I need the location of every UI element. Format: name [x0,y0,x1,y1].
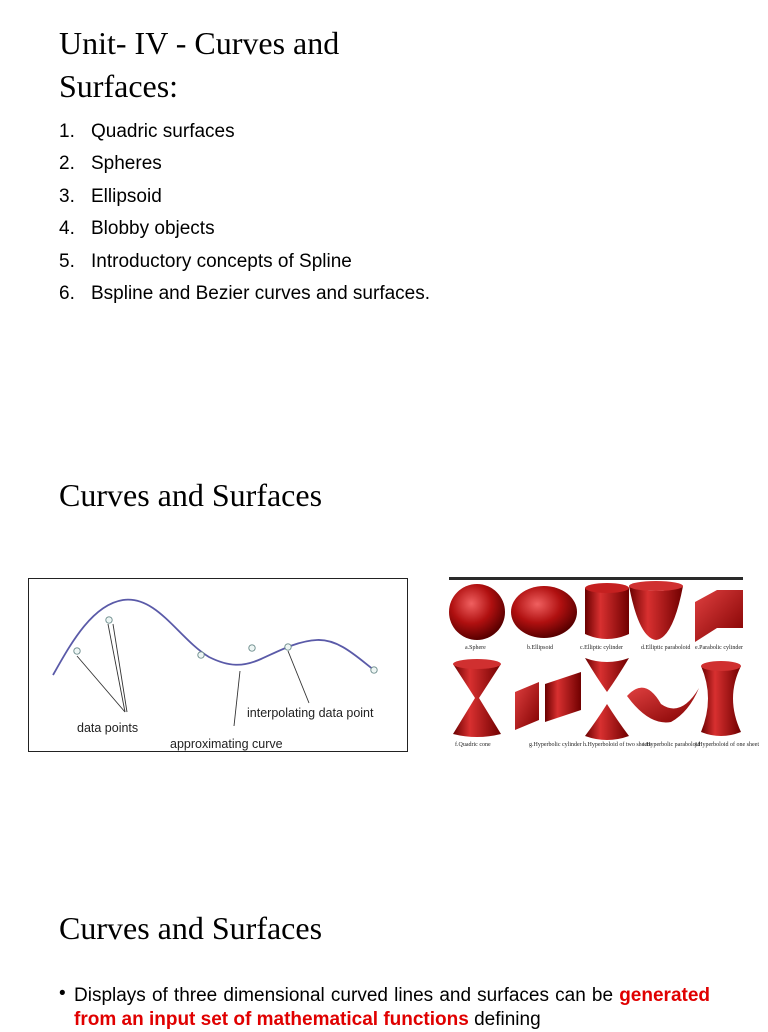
list-item [59,213,430,245]
slide-2-title: Curves and Surfaces [59,477,323,513]
list-label: Introductory concepts of Spline [91,250,352,272]
hyperbolic-paraboloid-shape [627,688,699,723]
list-number: 6. [59,282,75,304]
pointer-line [113,624,127,712]
data-point [74,648,80,654]
elliptic-paraboloid-shape [629,586,683,640]
quadric-cone-shape [453,664,501,737]
spline-figure [28,578,408,752]
caption-sphere: a.Sphere [465,645,486,651]
list-number: 5. [59,250,75,272]
approximating-curve [53,600,374,675]
hyperbolic-cylinder-shape-a [515,682,539,730]
list-label: Ellipsoid [91,185,162,207]
list-label: Bspline and Bezier curves and surfaces. [91,282,431,304]
caption-quadric-cone: f.Quadric cone [455,742,491,748]
quadric-surfaces-figure [449,577,759,753]
caption-hyperboloid-two-sheets: h.Hyperboloid of two sheets [583,742,651,748]
pointer-line [234,671,240,726]
caption-hyperboloid-one-sheet: j.Hyperboloid of one sheet [695,742,759,748]
elliptic-paraboloid-top [629,581,683,591]
hyperboloid-two-sheets-top [585,658,629,692]
list-number: 4. [59,218,75,240]
elliptic-cylinder-top [585,583,629,593]
paragraph-highlight: generated from an input set of mathematical functions [74,985,711,1030]
data-point [249,645,255,651]
caption-elliptic-cylinder: c.Elliptic cylinder [580,645,623,651]
ellipsoid-shape [511,586,577,638]
caption-parabolic-cylinder: e.Parabolic cylinder [695,645,743,651]
hyperboloid-two-sheets-bottom [585,704,629,740]
data-point [371,667,377,673]
list-item [59,246,430,278]
parabolic-cylinder-shape [695,590,743,642]
caption-hyperbolic-cylinder: g.Hyperbolic cylinder [529,742,582,748]
title-line-2: Surfaces: [59,68,179,104]
slide-3-title: Curves and Surfaces [59,910,323,946]
sphere-shape [449,584,505,640]
bullet-dot: • [59,983,66,1004]
data-point [198,652,204,658]
hyperboloid-one-sheet-shape [701,666,741,736]
quadric-cone-top [453,659,501,669]
list-item [59,278,430,310]
list-number: 1. [59,121,75,142]
quadric-surfaces-diagram [449,580,759,753]
paragraph-end: defining [474,1009,541,1030]
label-data-points: data points [77,721,139,735]
pointer-line [108,624,125,712]
caption-hyperbolic-paraboloid: i.Hyperbolic paraboloid [643,742,701,748]
paragraph-start: Displays of three dimensional curved lines and surfaces can be [74,985,614,1006]
hyperbolic-cylinder-shape-b [545,672,581,722]
hyperboloid-one-sheet-top [701,661,741,671]
topic-list [59,116,430,310]
label-approximating-curve: approximating curve [170,737,283,751]
list-item [59,116,430,148]
list-number: 3. [59,185,75,207]
list-label: Quadric surfaces [91,121,235,142]
caption-ellipsoid: b.Ellipsoid [527,645,554,651]
bullet-paragraph [59,984,710,1032]
data-point [106,617,112,623]
paragraph-text [59,984,710,1032]
title-line-1: Unit- IV - Curves and [59,25,340,61]
data-point [285,644,291,650]
list-label: Spheres [91,153,162,175]
list-item [59,148,430,180]
list-item [59,181,430,213]
pointer-line [77,656,125,712]
pointer-line [288,651,309,703]
list-label: Blobby objects [91,218,215,240]
spline-diagram [29,579,407,751]
label-interpolating-data-point: interpolating data point [247,706,374,720]
slide-1-title [59,22,339,108]
list-number: 2. [59,153,75,175]
caption-elliptic-paraboloid: d.Elliptic paraboloid [641,645,691,651]
